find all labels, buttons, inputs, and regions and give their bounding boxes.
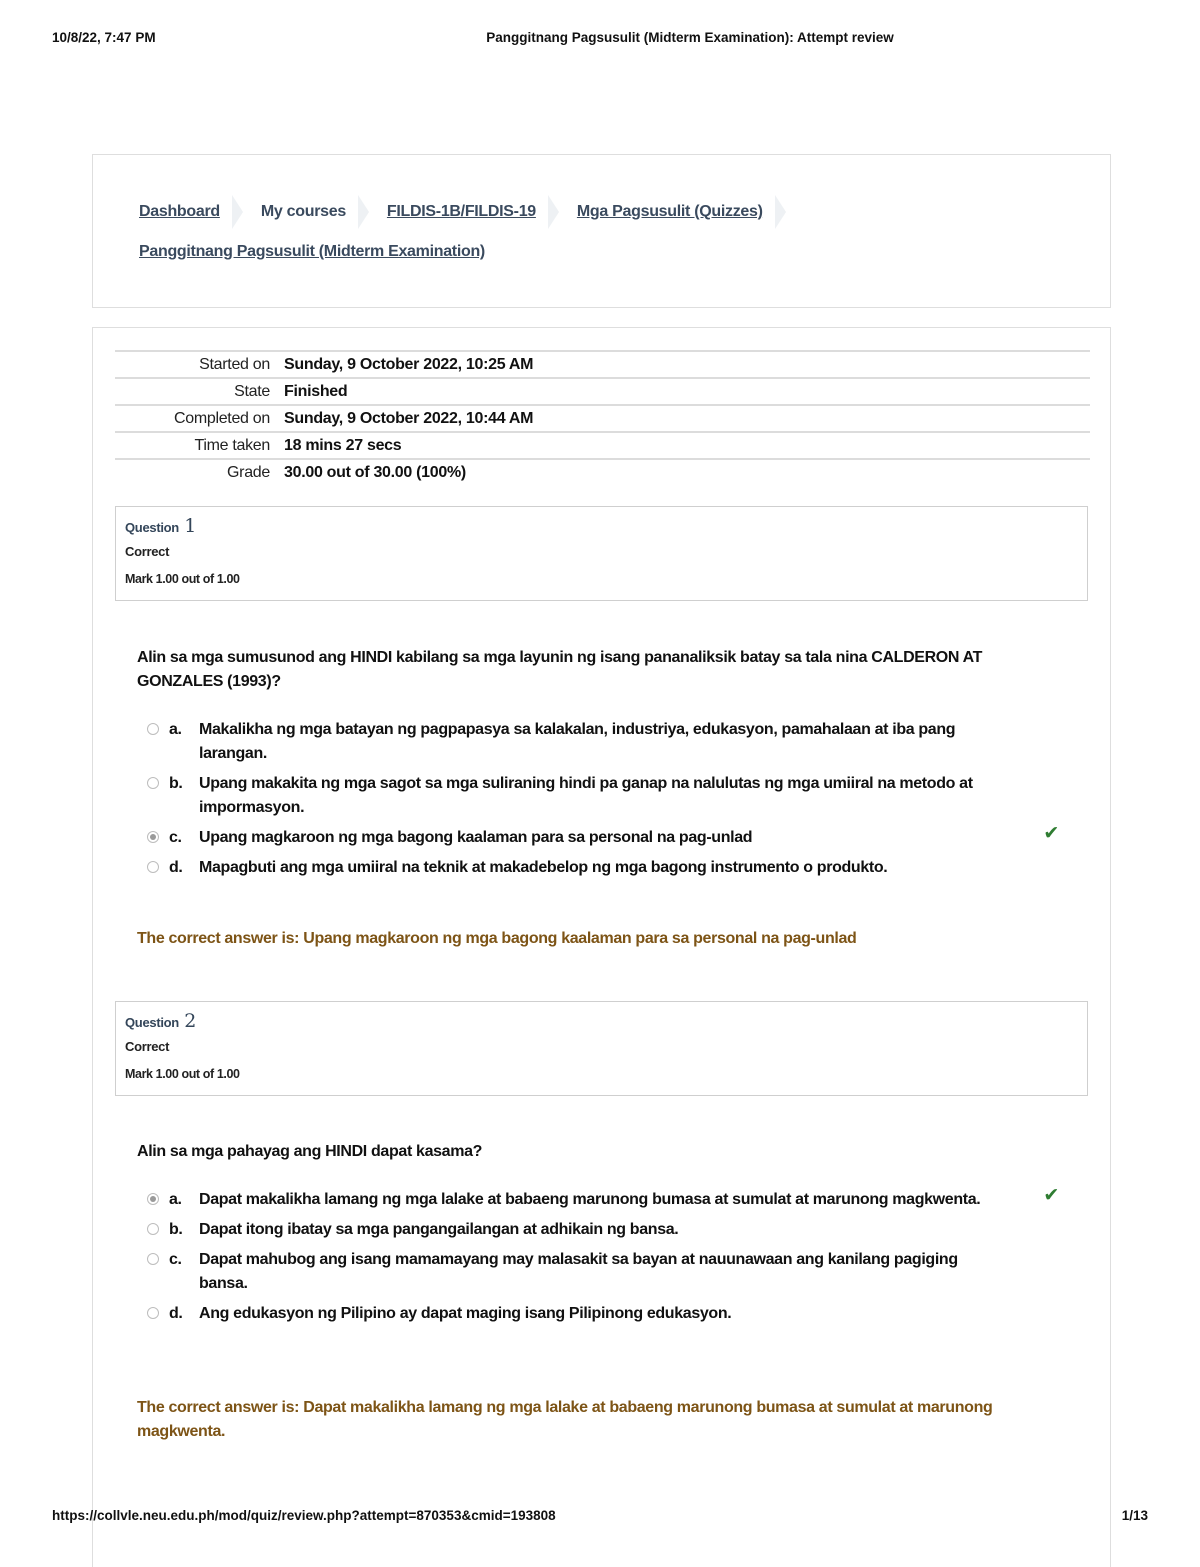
answer-letter: a. <box>169 1191 182 1208</box>
question-mark: Mark 1.00 out of 1.00 <box>125 572 240 586</box>
answer-letter: c. <box>169 829 182 846</box>
breadcrumb-separator <box>232 195 243 229</box>
question-label: Question <box>125 1015 179 1030</box>
answer-text: Dapat makalikha lamang ng mga lalake at babaeng marunong bumasa at sumulat at marunong magkwenta. <box>199 1191 981 1208</box>
question-label: Question <box>125 520 179 535</box>
answer-list <box>145 1185 1065 1332</box>
breadcrumb-separator <box>358 195 369 229</box>
answer-option[interactable] <box>145 823 1065 850</box>
answer-option[interactable] <box>145 856 1065 880</box>
summary-label: Started on <box>199 355 270 373</box>
question-state: Correct <box>125 1039 170 1054</box>
answer-letter: a. <box>169 721 182 738</box>
summary-value: Finished <box>284 382 348 400</box>
question-state: Correct <box>125 544 170 559</box>
answer-text: Upang magkaroon ng mga bagong kaalaman para sa personal na pag-unlad <box>199 829 753 846</box>
breadcrumb-separator <box>775 195 786 229</box>
summary-label: State <box>234 382 270 400</box>
answer-option[interactable] <box>145 1248 1065 1296</box>
answer-letter: b. <box>169 1221 183 1238</box>
summary-label: Time taken <box>194 436 270 454</box>
summary-label: Completed on <box>173 409 270 427</box>
correct-answer-feedback: The correct answer is: Upang magkaroon ng mga bagong kaalaman para sa personal na pag-unlad <box>137 930 857 947</box>
summary-label: Grade <box>227 464 270 481</box>
breadcrumb-separator <box>548 195 559 229</box>
summary-row-time-taken <box>115 432 1090 459</box>
answer-letter: c. <box>169 1251 182 1268</box>
print-page-title: Panggitnang Pagsusulit (Midterm Examination): Attempt review <box>486 30 894 45</box>
question-number-value: 2 <box>184 1010 197 1032</box>
question-number-value: 1 <box>184 515 197 537</box>
summary-value: Sunday, 9 October 2022, 10:44 AM <box>284 409 534 427</box>
answer-option[interactable] <box>145 1302 1065 1326</box>
answer-radio[interactable] <box>147 861 159 873</box>
correct-answer-feedback: The correct answer is: Dapat makalikha lamang ng mga lalake at babaeng marunong bumasa at sumulat at marunong magkwenta. <box>137 1399 993 1440</box>
breadcrumb-dashboard-link[interactable]: Dashboard <box>139 203 220 220</box>
question-number <box>125 515 196 537</box>
breadcrumb-current-quiz-link[interactable]: Panggitnang Pagsusulit (Midterm Examination) <box>139 243 485 260</box>
answer-option[interactable] <box>145 772 1065 820</box>
question-text: Alin sa mga pahayag ang HINDI dapat kasama? <box>137 1143 483 1160</box>
answer-letter: d. <box>169 859 183 876</box>
answer-radio-selected[interactable] <box>147 831 159 843</box>
print-page-number: 1/13 <box>1121 1508 1148 1523</box>
question-mark: Mark 1.00 out of 1.00 <box>125 1067 240 1081</box>
print-datetime: 10/8/22, 7:47 PM <box>52 30 156 45</box>
summary-value: 30.00 out of 30.00 (100%) <box>284 464 466 481</box>
summary-row-state <box>115 378 1090 405</box>
summary-row-started <box>115 351 1090 378</box>
attempt-summary-table <box>115 350 1090 486</box>
check-icon: ✔ <box>1043 823 1059 844</box>
answer-option[interactable] <box>145 1185 1065 1212</box>
question-text: Alin sa mga sumusunod ang HINDI kabilang sa mga layunin ng isang pananaliksik batay sa tala nina CALDERON AT GONZALES (1993)? <box>137 649 983 690</box>
summary-value: Sunday, 9 October 2022, 10:25 AM <box>284 355 534 373</box>
answer-radio[interactable] <box>147 723 159 735</box>
answer-radio[interactable] <box>147 777 159 789</box>
answer-radio-selected[interactable] <box>147 1193 159 1205</box>
breadcrumb-card <box>92 154 1111 308</box>
breadcrumb <box>139 195 1080 263</box>
question-number <box>125 1010 196 1032</box>
answer-option[interactable] <box>145 718 1065 766</box>
breadcrumb-course-link[interactable]: FILDIS-1B/FILDIS-19 <box>386 203 536 220</box>
answer-radio[interactable] <box>147 1253 159 1265</box>
answer-list <box>145 718 1065 886</box>
check-icon: ✔ <box>1043 1185 1059 1206</box>
answer-text: Makalikha ng mga batayan ng pagpapasya sa kalakalan, industriya, edukasyon, pamahalaan at iba pang larangan. <box>199 721 956 762</box>
answer-letter: b. <box>169 775 183 792</box>
summary-row-grade <box>115 459 1090 486</box>
attempt-review-card <box>92 327 1111 1567</box>
answer-text: Ang edukasyon ng Pilipino ay dapat maging isang Pilipinong edukasyon. <box>199 1305 732 1322</box>
breadcrumb-my-courses: My courses <box>260 203 346 220</box>
answer-text: Dapat itong ibatay sa mga pangangailangan at adhikain ng bansa. <box>199 1221 679 1238</box>
print-header <box>52 30 1148 50</box>
answer-letter: d. <box>169 1305 183 1322</box>
answer-option[interactable] <box>145 1218 1065 1242</box>
answer-text: Upang makakita ng mga sagot sa mga suliraning hindi pa ganap na nalulutas ng mga umiiral na metodo at impormasyon. <box>199 775 973 816</box>
summary-value: 18 mins 27 secs <box>284 436 402 454</box>
question-info-box <box>115 1001 1088 1096</box>
summary-row-completed <box>115 405 1090 432</box>
answer-radio[interactable] <box>147 1223 159 1235</box>
answer-radio[interactable] <box>147 1307 159 1319</box>
print-url: https://collvle.neu.edu.ph/mod/quiz/review.php?attempt=870353&cmid=193808 <box>52 1508 556 1523</box>
breadcrumb-quizzes-link[interactable]: Mga Pagsusulit (Quizzes) <box>576 203 763 220</box>
answer-text: Mapagbuti ang mga umiiral na teknik at makadebelop ng mga bagong instrumento o produkto. <box>199 859 888 876</box>
answer-text: Dapat mahubog ang isang mamamayang may malasakit sa bayan at nauunawaan ang kanilang pagiging bansa. <box>199 1251 958 1292</box>
question-info-box <box>115 506 1088 601</box>
print-footer <box>52 1508 1148 1528</box>
